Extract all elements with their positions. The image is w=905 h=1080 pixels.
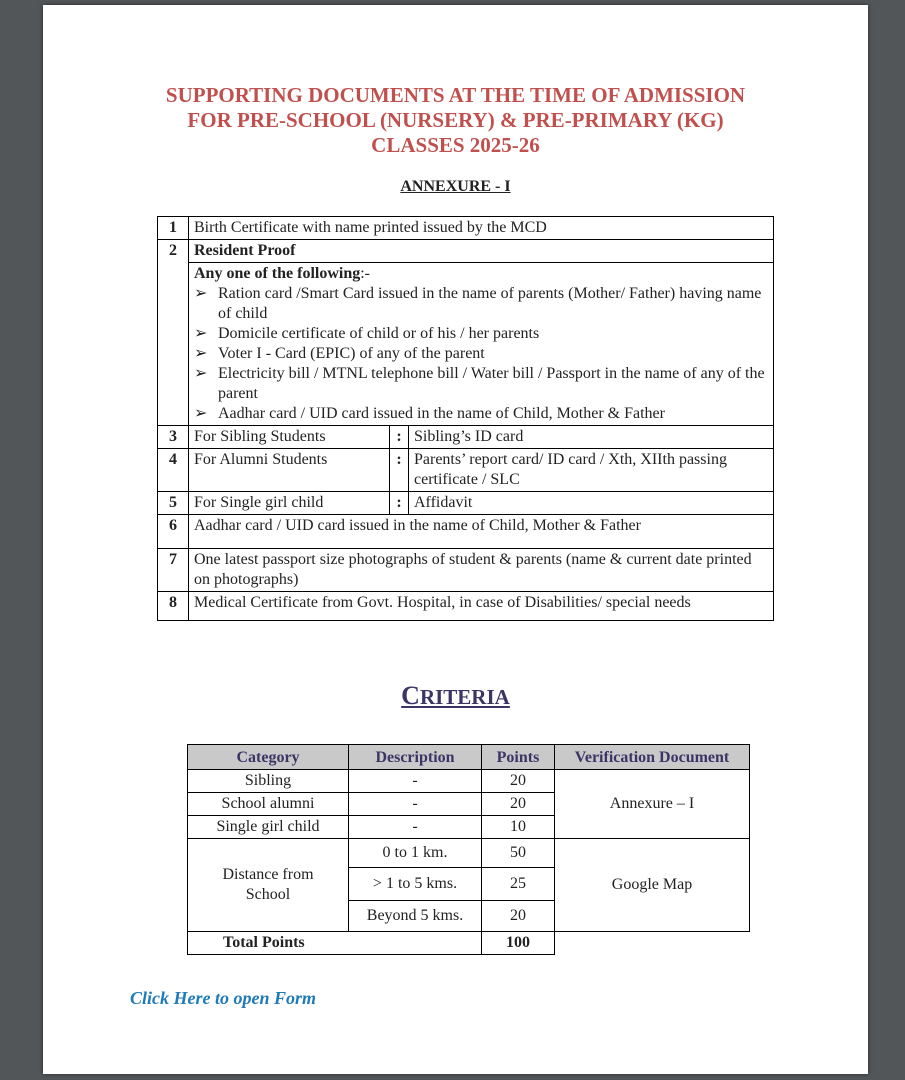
table-row xyxy=(158,549,774,592)
list-item-text: Ration card /Smart Card issued in the name of parents (Mother/ Father) having name of child xyxy=(218,285,762,322)
header-category: Category xyxy=(188,745,349,770)
row-number: 6 xyxy=(158,515,189,549)
cell-description: 0 to 1 km. xyxy=(349,839,482,868)
documents-table xyxy=(157,216,774,621)
cell-description: - xyxy=(349,770,482,793)
list-item-text: Aadhar card / UID card issued in the name of Child, Mother & Father xyxy=(218,405,665,422)
table-row xyxy=(158,515,774,549)
options-intro-bold: Any one of the following xyxy=(194,265,361,282)
row-text: Aadhar card / UID card issued in the name of Child, Mother & Father xyxy=(189,515,774,549)
row-number: 3 xyxy=(158,426,189,449)
list-item xyxy=(194,344,768,364)
table-row xyxy=(158,263,774,426)
total-value: 100 xyxy=(482,932,555,955)
total-label: Total Points xyxy=(188,932,482,955)
cell-points: 25 xyxy=(482,868,555,901)
cell-description: Beyond 5 kms. xyxy=(349,901,482,932)
cell-points: 50 xyxy=(482,839,555,868)
row-number: 1 xyxy=(158,217,189,240)
cell-points: 10 xyxy=(482,816,555,839)
row-label: For Single girl child xyxy=(189,492,390,515)
row-number: 8 xyxy=(158,592,189,621)
row-colon: : xyxy=(390,426,409,449)
table-row xyxy=(158,217,774,240)
cell-points: 20 xyxy=(482,901,555,932)
empty-cell xyxy=(555,932,750,955)
cell-description: - xyxy=(349,793,482,816)
resident-proof-options xyxy=(189,263,774,426)
table-row xyxy=(158,240,774,263)
list-item-text: Voter I - Card (EPIC) of any of the parent xyxy=(218,345,485,362)
cell-verification: Google Map xyxy=(555,839,750,932)
arrow-bullet-icon: ➢ xyxy=(194,325,208,342)
row-colon: : xyxy=(390,449,409,492)
title-line-1: SUPPORTING DOCUMENTS AT THE TIME OF ADMISSION xyxy=(165,83,746,107)
header-verification: Verification Document xyxy=(555,745,750,770)
row-number: 2 xyxy=(158,240,189,426)
distance-category-text: Distance from School xyxy=(222,866,314,903)
table-header-row xyxy=(188,745,750,770)
cell-description: > 1 to 5 kms. xyxy=(349,868,482,901)
row-number: 5 xyxy=(158,492,189,515)
table-row xyxy=(188,839,750,868)
arrow-bullet-icon: ➢ xyxy=(194,365,208,382)
list-item xyxy=(194,324,768,344)
table-row xyxy=(188,770,750,793)
annexure-heading: ANNEXURE - I xyxy=(400,178,511,195)
row-value: Sibling’s ID card xyxy=(409,426,774,449)
open-form-link[interactable]: Click Here to open Form xyxy=(130,988,316,1008)
header-description: Description xyxy=(349,745,482,770)
document-page xyxy=(43,5,868,1074)
header-points: Points xyxy=(482,745,555,770)
row-label: For Sibling Students xyxy=(189,426,390,449)
list-item-text: Domicile certificate of child or of his / her parents xyxy=(218,325,540,342)
list-item-text: Electricity bill / MTNL telephone bill / Water bill / Passport in the name of any of the parent xyxy=(218,365,765,402)
table-row xyxy=(158,449,774,492)
cell-category xyxy=(188,839,349,932)
criteria-heading xyxy=(43,681,868,711)
cell-category: Single girl child xyxy=(188,816,349,839)
list-item xyxy=(194,404,768,424)
arrow-bullet-icon: ➢ xyxy=(194,405,208,422)
row-label: For Alumni Students xyxy=(189,449,390,492)
row-number: 7 xyxy=(158,549,189,592)
options-intro xyxy=(194,264,768,284)
list-item xyxy=(194,284,768,324)
table-total-row xyxy=(188,932,750,955)
row-text: Birth Certificate with name printed issued by the MCD xyxy=(189,217,774,240)
document-title xyxy=(43,83,868,158)
options-list xyxy=(194,284,768,424)
row-value: Parents’ report card/ ID card / Xth, XIIth passing certificate / SLC xyxy=(409,449,774,492)
arrow-bullet-icon: ➢ xyxy=(194,285,208,302)
row-value: Affidavit xyxy=(409,492,774,515)
list-item xyxy=(194,364,768,404)
cell-points: 20 xyxy=(482,793,555,816)
cell-verification: Annexure – I xyxy=(555,770,750,839)
row-text: Medical Certificate from Govt. Hospital, in case of Disabilities/ special needs xyxy=(189,592,774,621)
criteria-heading-initial: C xyxy=(401,681,420,710)
title-line-2: FOR PRE-SCHOOL (NURSERY) & PRE-PRIMARY (KG) xyxy=(187,108,724,132)
cell-points: 20 xyxy=(482,770,555,793)
criteria-heading-rest: RITERIA xyxy=(419,685,510,709)
cell-description: - xyxy=(349,816,482,839)
row-number: 4 xyxy=(158,449,189,492)
table-row xyxy=(158,492,774,515)
resident-proof-heading: Resident Proof xyxy=(189,240,774,263)
table-row xyxy=(158,592,774,621)
criteria-table xyxy=(187,744,750,955)
row-colon: : xyxy=(390,492,409,515)
arrow-bullet-icon: ➢ xyxy=(194,345,208,362)
title-line-3: CLASSES 2025-26 xyxy=(371,133,540,157)
table-row xyxy=(158,426,774,449)
cell-category: Sibling xyxy=(188,770,349,793)
cell-category: School alumni xyxy=(188,793,349,816)
row-text: One latest passport size photographs of student & parents (name & current date printed on photographs) xyxy=(189,549,774,592)
options-intro-rest: :- xyxy=(360,265,371,282)
